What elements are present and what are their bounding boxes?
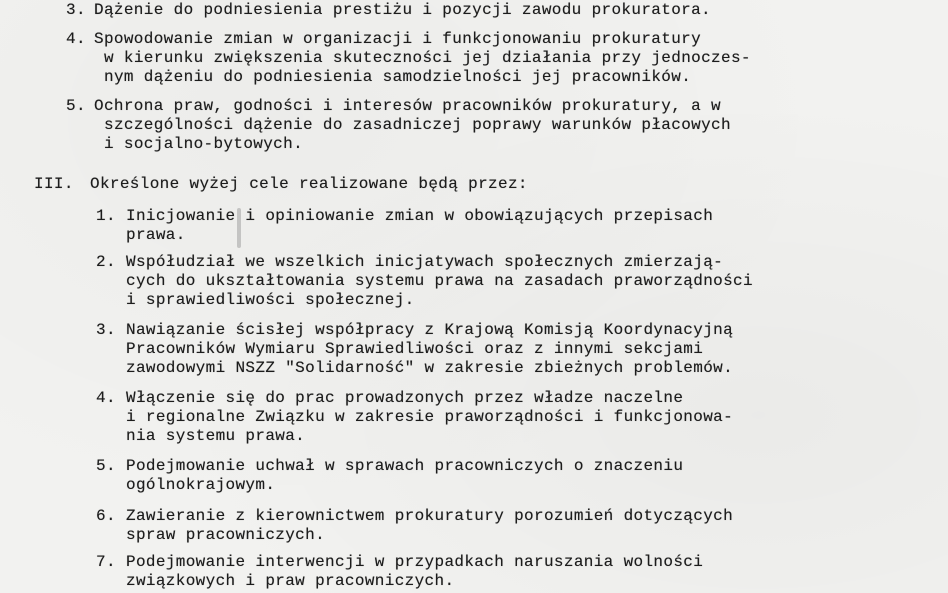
item-iii-6-line-2: spraw pracowniczych. (126, 526, 326, 544)
item-ii-4-line-3: nym dążeniu do podniesienia samodzielności jej pracowników. (104, 68, 692, 86)
item-iii-3-line-1: Nawiązanie ścisłej współpracy z Krajową Komisją Koordynacyjną (126, 321, 734, 339)
item-iii-3-line-3: zawodowymi NSZZ "Solidarność" w zakresie zbieżnych problemów. (126, 359, 734, 377)
item-iii-2-number: 2. (96, 253, 116, 271)
item-ii-4-line-1: Spowodowanie zmian w organizacji i funkcjonowaniu prokuratury (94, 30, 702, 48)
item-iii-2-line-2: cych do ukształtowania systemu prawa na zasadach praworządności (126, 272, 753, 290)
item-iii-2-line-3: i sprawiedliwości społecznej. (126, 291, 415, 309)
item-ii-3-number: 3. (66, 1, 86, 19)
item-iii-1-line-1: Inicjowanie i opiniowanie zmian w obowiązujących przepisach (126, 207, 714, 225)
item-iii-5-line-1: Podejmowanie uchwał w sprawach pracowniczych o znaczeniu (126, 457, 684, 475)
item-iii-3-number: 3. (96, 321, 116, 339)
item-iii-1-line-2: prawa. (126, 226, 186, 244)
item-ii-3-line-1: Dążenie do podniesienia prestiżu i pozycji zawodu prokuratora. (94, 1, 711, 19)
item-iii-4-line-2: i regionalne Związku w zakresie praworządności i funkcjonowa- (126, 408, 734, 426)
item-iii-5-number: 5. (96, 457, 116, 475)
item-iii-4-number: 4. (96, 389, 116, 407)
item-ii-4-line-2: w kierunku zwiększenia skuteczności jej działania przy jednoczes- (104, 49, 751, 67)
item-ii-5-line-2: szczególności dążenie do zasadniczej poprawy warunków płacowych (104, 116, 731, 134)
item-iii-7-line-2: związkowych i praw pracowniczych. (126, 572, 455, 590)
section-iii-heading: Określone wyżej cele realizowane będą przez: (90, 175, 528, 193)
item-iii-6-number: 6. (96, 507, 116, 525)
item-iii-1-number: 1. (96, 207, 116, 225)
item-iii-2-line-1: Współudział we wszelkich inicjatywach społecznych zmierzają- (126, 253, 724, 271)
item-iii-3-line-2: Pracowników Wymiaru Sprawiedliwości oraz z innymi sekcjami (126, 340, 704, 358)
section-iii-number: III. (34, 175, 74, 193)
item-iii-5-line-2: ogólnokrajowym. (126, 476, 276, 494)
item-iii-7-number: 7. (96, 553, 116, 571)
item-ii-5-line-3: i socjalno-bytowych. (104, 135, 304, 153)
item-iii-4-line-3: nia systemu prawa. (126, 427, 306, 445)
item-ii-5-line-1: Ochrona praw, godności i interesów pracowników prokuratury, a w (94, 97, 721, 115)
item-iii-4-line-1: Włączenie się do prac prowadzonych przez władze naczelne (126, 389, 684, 407)
item-iii-6-line-1: Zawieranie z kierownictwem prokuratury porozumień dotyczących (126, 507, 734, 525)
item-ii-5-number: 5. (66, 97, 86, 115)
scan-smudge-mark (237, 208, 241, 248)
item-iii-7-line-1: Podejmowanie interwencji w przypadkach naruszania wolności (126, 553, 704, 571)
item-ii-4-number: 4. (66, 30, 86, 48)
